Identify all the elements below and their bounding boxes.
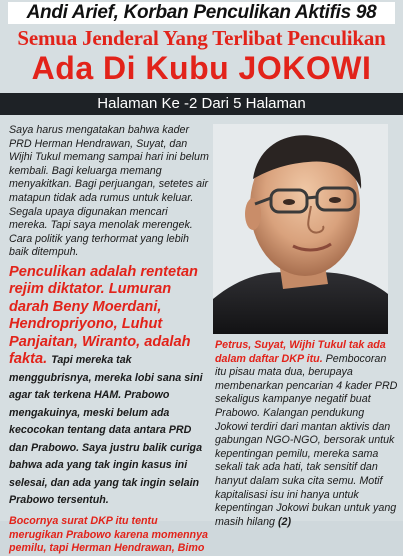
page-indicator-bar [0,93,403,115]
pull-quote: Penculikan adalah rentetan rejim diktator. Lumuran darah Beny Moerdani, Hendropriyono, Luhut Panjaitan, Wiranto, adalah fakta. [9,263,198,368]
pull-quote-block [9,264,209,509]
right-lead: Petrus, Suyat, Wijhi Tukul tak ada dalam daftar DKP itu. [215,339,386,365]
headline-line-1: Semua Jenderal Yang Terlibat Penculikan [17,26,386,50]
closing-highlight: Bocornya surat DKP itu tentu merugikan Prabowo karena momennya pemilu, tapi Herman Hendrawan, Bimo [9,514,208,555]
kicker-title: Andi Arief, Korban Penculikan Aktifis 98 [8,2,395,24]
portrait-illustration [213,124,388,334]
headline-line-2: Ada Di Kubu JOKOWI [31,50,372,86]
paragraph-1: Saya harus mengatakan bahwa kader PRD Herman Hendrawan, Suyat, dan Wijhi Tukul memang sampai hari ini belum kembali. Bagi keluarga memang menyakitkan. Bagi perjuangan, setetes air matapun tidak ada rumus untuk keluar. Segala upaya digunakan mencari mereka. Tapi saya menolak merengek. Cara politik yang terhormat yang lebih baik ditempuh. [9,124,209,259]
page-marker: (2) [278,515,292,528]
portrait-photo [213,124,388,334]
left-column [9,124,209,556]
page-indicator: Halaman Ke -2 Dari 5 Halaman [97,95,306,112]
right-body: Pembocoran itu pisau mata dua, berupaya membenarkan pencarian 4 kader PRD sekaligus kampanye negatif buat Prabowo. Kalangan pendukung Jokowi terdiri dari mantan aktivis dan gabungan NGO-NGO, bersorak untuk kepentingan pemilu, mereka sama sekali tak ada hati, tak sensitif dan hanyut dalam suka cita semu. Motif kapitalisasi isu ini hanya untuk kepentingan Jokowi bukan untuk yang masih hilang [215,352,398,528]
right-paragraph [215,339,398,529]
paragraph-2: Tapi mereka tak menggubrisnya, mereka lobi sana sini agar tak terkena HAM. Prabowo mengakuinya, meski belum ada kecocokan tentang data antara PRD dan Prabowo. Saya justru balik curiga bahwa ada yang tak ingin kasus ini selesai, dan ada yang tak ingin selain Prabowo tersentuh. [9,354,203,507]
right-column [215,339,398,529]
